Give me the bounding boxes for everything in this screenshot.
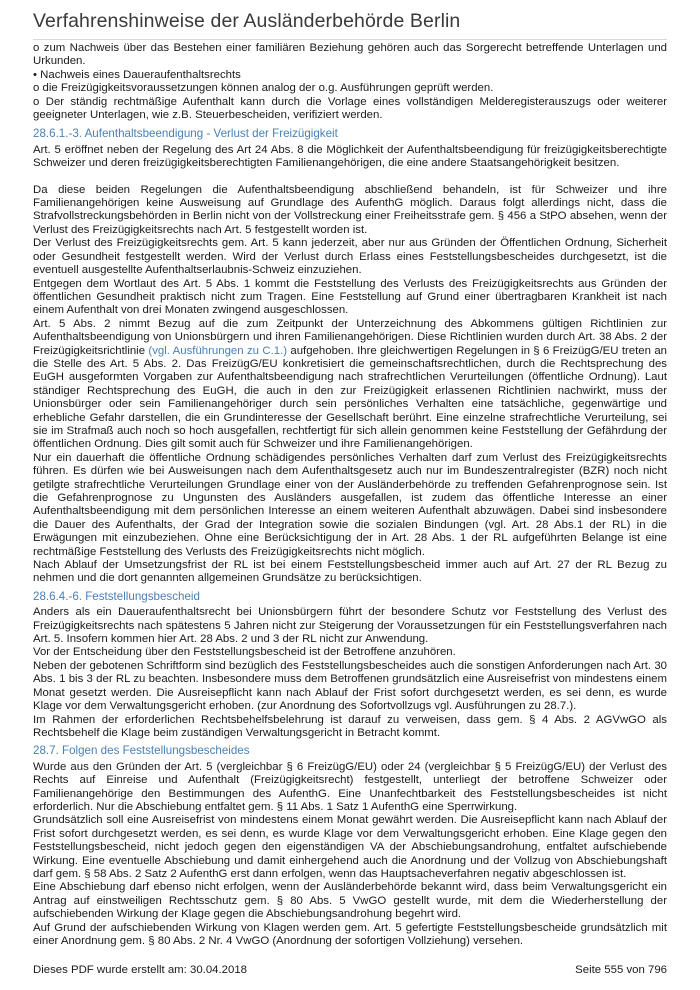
- document-body: [33, 42, 667, 948]
- section1-paragraph-1: Art. 5 eröffnet neben der Regelung des Art 24 Abs. 8 die Möglichkeit der Aufenthaltsbeendigung für freizügigkeitsberechtigte Schweizer und deren freizügigkeitsberechtigten Familienangehörigen, die eine andere Staatsangehörigkeit besitzen.: [33, 143, 667, 170]
- section1-paragraph-6: Nur ein dauerhaft die öffentliche Ordnung schädigendes persönliches Verhalten darf zum Verlust des Freizügigkeitsrechts führen. Es dürfen wie bei Ausweisungen nach dem Aufenthaltsgesetz auch nur im Bundeszentralregister (BZR) noch nicht getilgte strafrechtliche Verurteilungen Grundlage einer von der Ausländerbehörde zu treffenden Gefahrenprognose sein. Ist die Gefahrenprognose zu Ungunsten des Ausländers ausgefallen, ist zudem das öffentliche Interesse an einer Aufenthaltsbeendigung mit dem persönlichen Interesse an einem weiteren Aufenthalt abzuwägen. Dabei sind insbesondere die Dauer des Aufenthalts, der Grad der Integration sowie die sozialen Bindungen (vgl. Art. 28 Abs.1 der RL) in die Erwägungen mit einzubeziehen. Ohne eine Berücksichtigung der in Art. 28 Abs. 1 der RL aufgeführten Belange ist eine rechtmäßige Feststellung des Verlusts des Freizügigkeitsrechts nicht möglich.: [33, 451, 667, 558]
- intro-line-2: • Nachweis eines Daueraufenthaltsrechts: [33, 68, 241, 81]
- section1-paragraph-2: Da diese beiden Regelungen die Aufenthaltsbeendigung abschließend behandeln, ist für Schweizer und ihre Familienangehörigen keine Ausweisung auf Grundlage des AufenthG möglich. Daraus folgt allerdings nicht, dass die Strafvollstreckungsbehörden in Berlin nicht von der Vollstreckung einer Freiheitsstrafe gem. § 456 a StPO absehen, wenn der Verlust des Freizügigkeitsrechts nach Art. 5 festgestellt worden ist.: [33, 183, 667, 236]
- section1-paragraph-5-text-b: aufgehoben. Ihre gleichwertigen Regelungen in § 6 FreizügG/EU treten an die Stelle des Art. 5 Abs. 2. Das FreizügG/EU konkretisiert die gemeinschaftsrechtlichen, durch die Rechtsprechung des EuGH ausgeformten Vorgaben zur Aufenthaltsbeendigung nach strafrechtlichen Verurteilungen (öffentliche Ordnung). Laut ständiger Rechtsprechung des EuGH, die auch in den zur Freizügigkeit erlassenen Richtlinien nachwirkt, muss der Unionsbürger oder sein Familienangehöriger durch sein persönliches Verhalten eine tatsächliche, gegenwärtige und erhebliche Gefahr darstellen, die ein Grundinteresse der Gesellschaft berührt. Eine einzelne strafrechtliche Verurteilung, sei sie im Strafmaß auch noch so hoch ausgefallen, rechtfertigt für sich allein genommen keine Feststellung der Gefährdung der öffentlichen Ordnung. Dies gilt somit auch für Schweizer und ihre Familienangehörigen.: [33, 344, 667, 451]
- section3-paragraph-1: Wurde aus den Gründen der Art. 5 (vergleichbar § 6 FreizügG/EU) oder 24 (vergleichbar § 5 FreizügG/EU) der Verlust des Rechts auf Einreise und Aufenthalt (Freizügigkeitsrecht) festgestellt, unterliegt der betroffene Schweizer oder Familienangehörige den Bestimmungen des AufenthG. Eine Unanfechtbarkeit des Feststellungsbescheides ist nicht erforderlich. Nur die Abschiebung entfaltet gem. § 11 Abs. 1 Satz 1 AufenthG eine Sperrwirkung.: [33, 760, 667, 813]
- creation-date: Dieses PDF wurde erstellt am: 30.04.2018: [33, 964, 247, 976]
- section2-paragraph-4: Im Rahmen der erforderlichen Rechtsbehelfsbelehrung ist darauf zu verweisen, dass gem. § 4 Abs. 2 AGVwGO als Rechtsbehelf die Klage beim zuständigen Verwaltungsgericht in Betracht kommt.: [33, 713, 667, 739]
- section2-paragraph-3: Neben der gebotenen Schriftform sind bezüglich des Feststellungsbescheides auch die sonstigen Anforderungen nach Art. 30 Abs. 1 bis 3 der RL zu beachten. Insbesondere muss dem Betroffenen grundsätzlich eine Ausreisefrist von mindestens einem Monat gesetzt werden. Die Ausreisepflicht kann nach Ablauf der Frist sofort durchgesetzt werden, es sei denn, es wurde Klage vor dem Verwaltungsgericht erhoben. (zur Anordnung des Sofortvollzugs vgl. Ausführungen zu 28.7.).: [33, 659, 667, 713]
- section3-paragraph-4: Auf Grund der aufschiebenden Wirkung von Klagen werden gem. Art. 5 gefertigte Feststellungsbescheide grundsätzlich mit einer Anordnung gem. § 80 Abs. 2 Nr. 4 VwGO (Anordnung der sofortigen Vollziehung) versehen.: [33, 921, 667, 947]
- section2-paragraph-2: Vor der Entscheidung über den Feststellungsbescheid ist der Betroffene anzuhören.: [33, 646, 456, 659]
- section1-paragraph-3: Der Verlust des Freizügigkeitsrechts gem. Art. 5 kann jederzeit, aber nur aus Gründen der Öffentlichen Ordnung, Sicherheit oder Gesundheit festgestellt werden. Wird der Verlust durch Erlass eines Feststellungsbescheides durchgesetzt, ist die eventuell ausgestellte Aufenthaltserlaubnis-Schweiz einzuziehen.: [33, 237, 667, 277]
- page-number: Seite 555 von 796: [575, 964, 667, 976]
- intro-line-3: o die Freizügigkeitsvoraussetzungen können analog der o.g. Ausführungen geprüft werden.: [33, 82, 494, 95]
- section-heading-aufenthaltsbeendigung: 28.6.1.-3. Aufenthaltsbeendigung - Verlust der Freizügigkeit: [33, 127, 338, 141]
- reference-link-c1[interactable]: (vgl. Ausführungen zu C.1.): [148, 344, 288, 357]
- section1-paragraph-7: Nach Ablauf der Umsetzungsfrist der RL ist bei einem Feststellungsbescheid immer auch auf Art. 27 der RL Bezug zu nehmen und die dort genannten allgemeinen Grundsätze zu berücksichtigen.: [33, 559, 667, 585]
- section1-paragraph-5-text-a: Art. 5 Abs. 2 nimmt Bezug auf die zum Zeitpunkt der Unterzeichnung des Abkommens gültigen Richtlinien zur Aufenthaltsbeendigung von Unionsbürgern und ihren Familienangehörigen. Diese Richtlinien wurden durch Art. 38 Abs. 2 der Freizügigkeitsrichtlinie: [33, 317, 667, 357]
- section3-paragraph-2: Grundsätzlich soll eine Ausreisefrist von mindestens einem Monat gewährt werden. Die Ausreisepflicht kann nach Ablauf der Frist sofort durchgesetzt werden, es sei denn, es wurde Klage vor dem Verwaltungsgericht erhoben. Eine Klage gegen den Feststellungsbescheid, nicht jedoch gegen den eigenständigen VA der Abschiebungsandrohung, entfaltet aufschiebende Wirkung. Eine eventuelle Abschiebung und damit einhergehend auch die Anordnung und der Vollzug von Abschiebungshaft darf gem. § 58 Abs. 2 Satz 2 AufenthG erst dann erfolgen, wenn das Hauptsacheverfahren negativ abgeschlossen ist.: [33, 814, 667, 880]
- section-heading-folgen: 28.7. Folgen des Feststellungsbescheides: [33, 744, 250, 758]
- section1-paragraph-4: Entgegen dem Wortlaut des Art. 5 Abs. 1 kommt die Feststellung des Verlusts des Freizügigkeitsrechts aus Gründen der öffentlichen Gesundheit praktisch nicht zum Tragen. Eine Feststellung auf Grund einer übertragbaren Krankheit ist nach einem Aufenthalt von drei Monaten zwingend ausgeschlossen.: [33, 277, 667, 317]
- section2-paragraph-1: Anders als ein Daueraufenthaltsrecht bei Unionsbürgern führt der besondere Schutz vor Feststellung des Verlust des Freizügigkeitsrechts nach spätestens 5 Jahren nicht zur Steigerung der Voraussetzungen für ein Feststellungsverfahren nach Art. 5. Insofern kommen hier Art. 28 Abs. 2 und 3 der RL nicht zur Anwendung.: [33, 606, 667, 646]
- intro-line-4: o Der ständig rechtmäßige Aufenthalt kann durch die Vorlage eines vollständigen Melderegisterauszugs oder weiterer geeigneter Unterlagen, wie z.B. Steuerbescheiden, verifiziert werden.: [33, 95, 667, 122]
- section-heading-feststellungsbescheid: 28.6.4.-6. Feststellungsbescheid: [33, 589, 200, 603]
- page-header: [33, 10, 667, 40]
- section1-paragraph-5: [33, 318, 667, 452]
- document-title: Verfahrenshinweise der Ausländerbehörde Berlin: [33, 10, 461, 32]
- section3-paragraph-3: Eine Abschiebung darf ebenso nicht erfolgen, wenn der Ausländerbehörde bekannt wird, dass beim Verwaltungsgericht ein Antrag auf einstweiligen Rechtsschutz gem. § 80 Abs. 5 VwGO gestellt wurde, mit dem die Wiederherstellung der aufschiebenden Wirkung der Klage gegen die Abschiebungsandrohung begehrt wird.: [33, 881, 667, 921]
- intro-line-1: o zum Nachweis über das Bestehen einer familiären Beziehung gehören auch das Sorgerecht betreffende Unterlagen und Urkunden.: [33, 42, 667, 68]
